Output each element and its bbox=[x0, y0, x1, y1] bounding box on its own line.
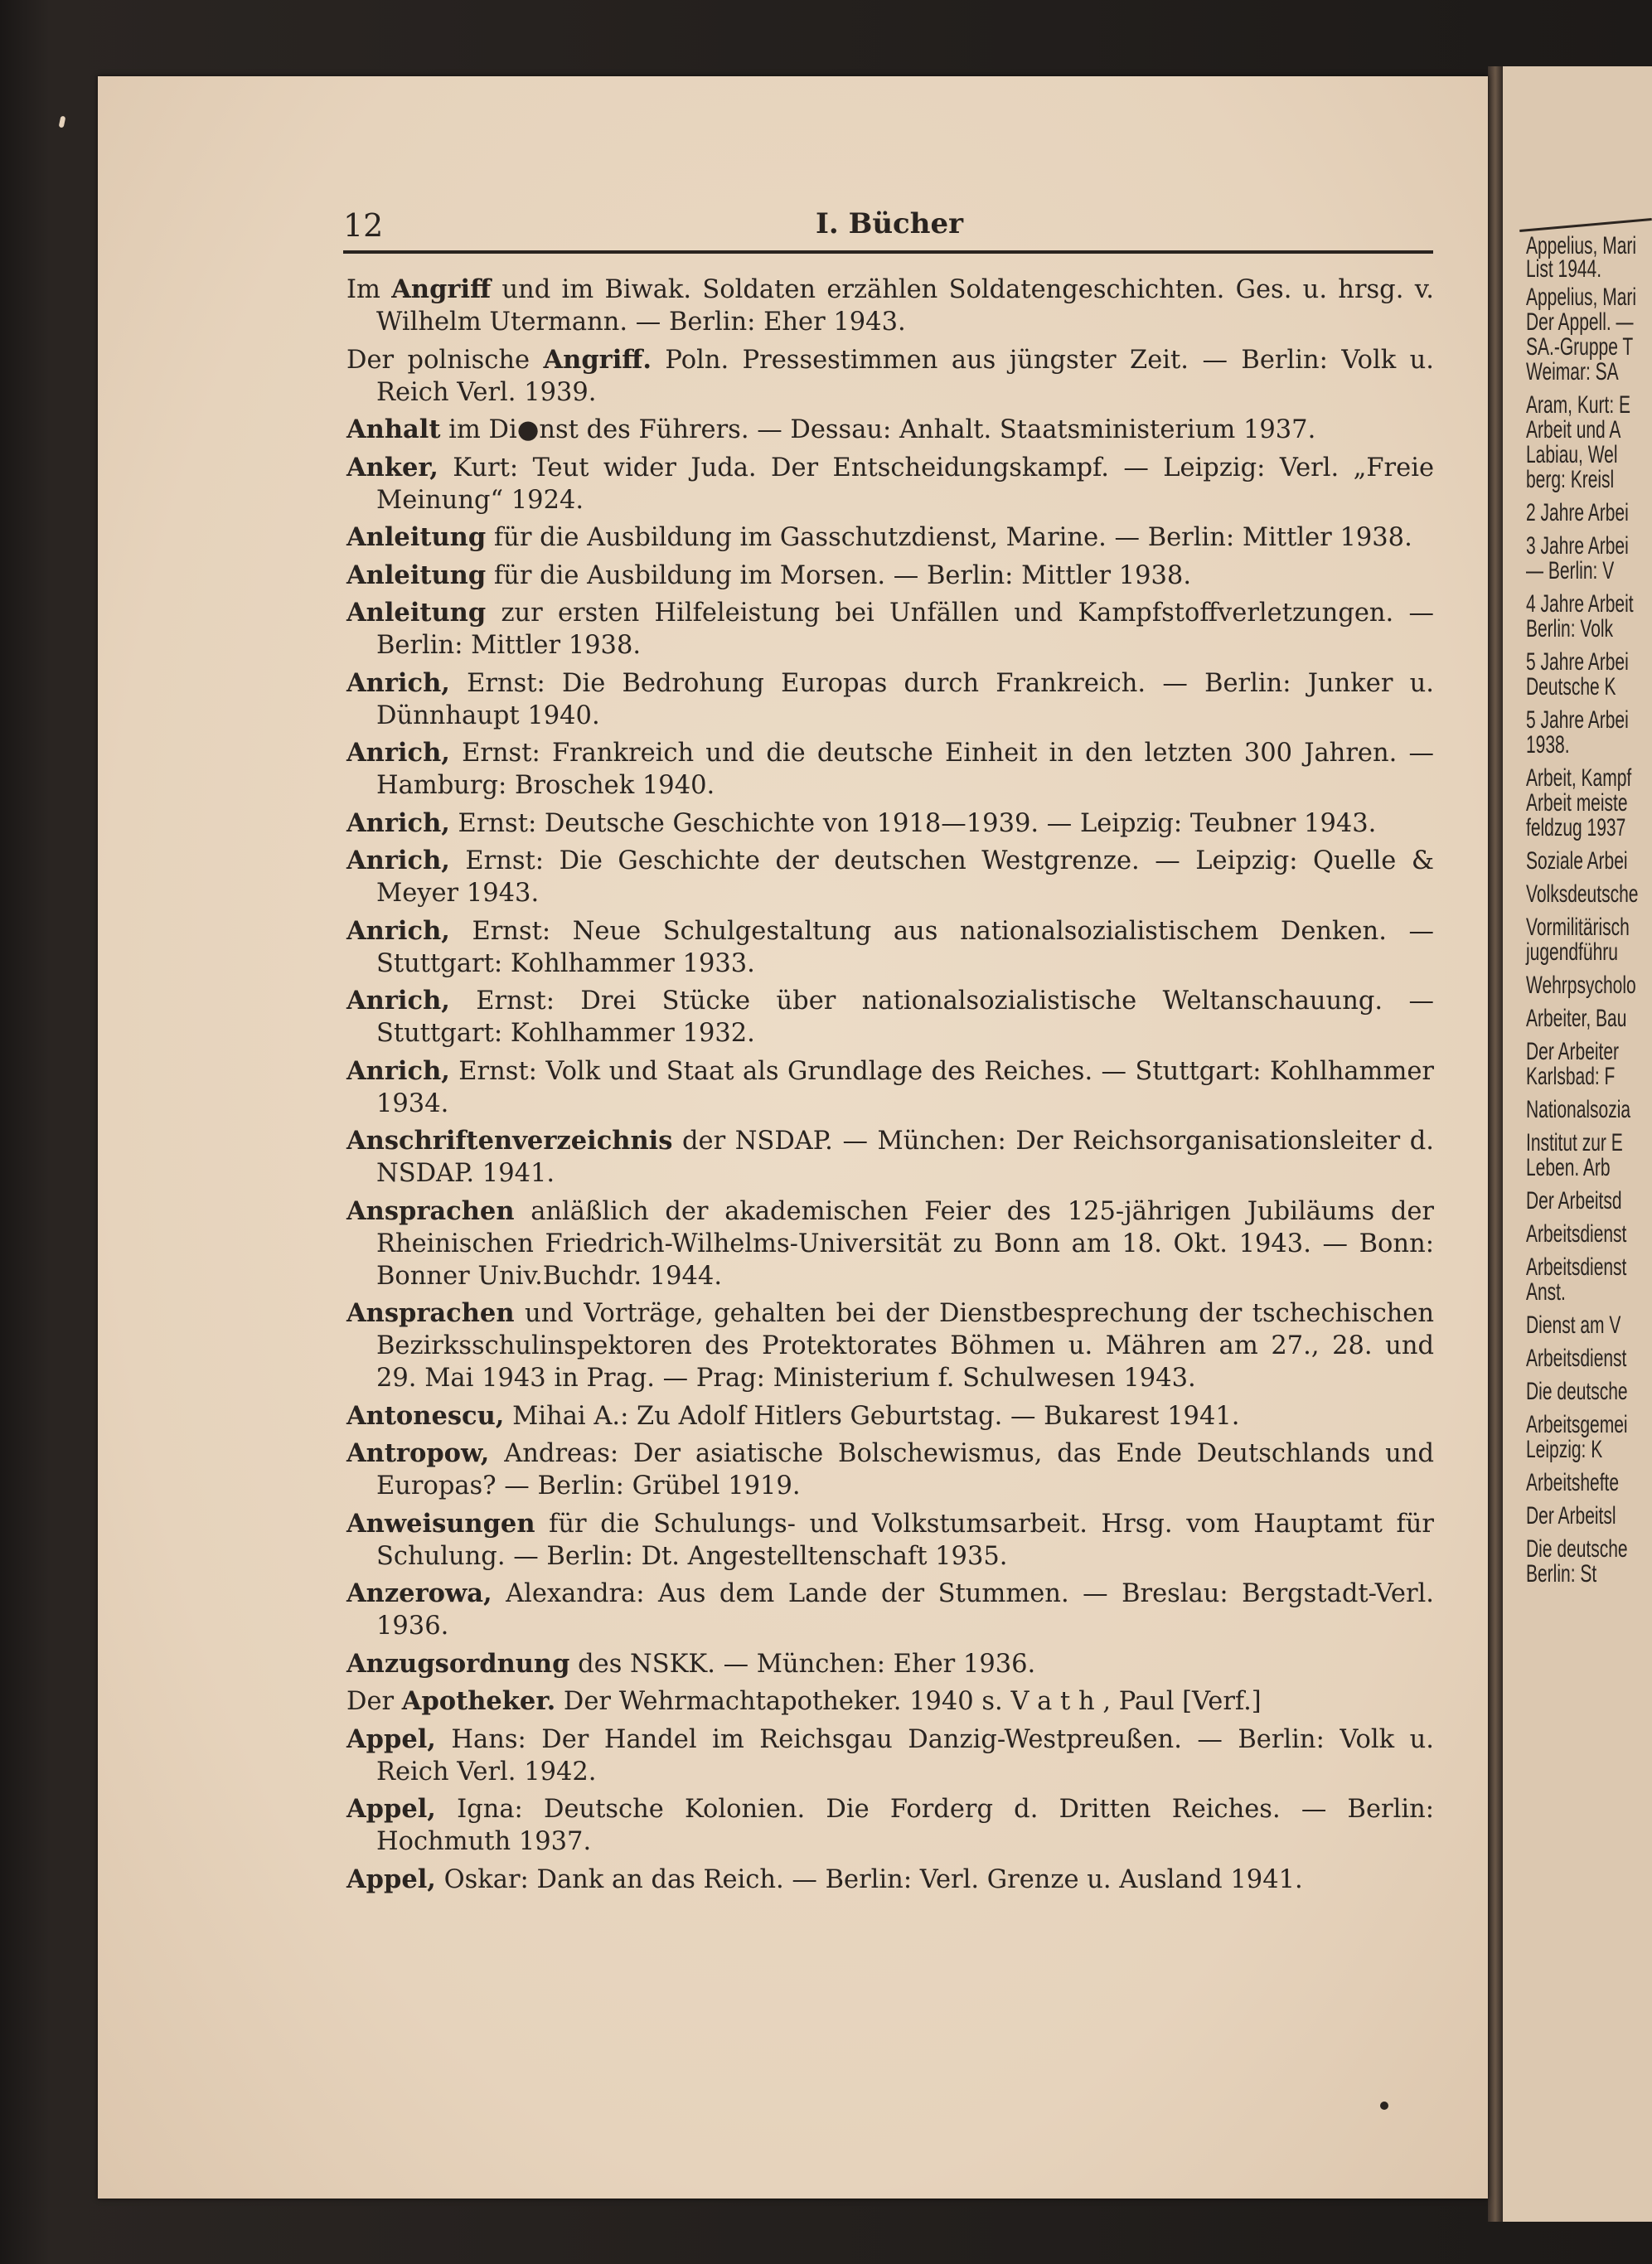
right-page-line: Arbeit, Kampf bbox=[1526, 764, 1632, 792]
right-page-line: Arbeit meiste bbox=[1526, 789, 1628, 817]
bibliography-entry bbox=[346, 274, 1434, 338]
bibliography-entry bbox=[346, 414, 1434, 446]
bibliography-entry bbox=[346, 521, 1434, 554]
entry-keyword: Anrich, bbox=[346, 1055, 450, 1086]
entry-text: Ernst: Neue Schulgestaltung aus nationalsozialistischem Denken. — Stuttgart: Kohlhammer 1933. bbox=[376, 916, 1434, 978]
right-page-line: Wehrpsycholo bbox=[1526, 972, 1636, 999]
entry-keyword: Antonescu, bbox=[346, 1400, 505, 1431]
right-page-line: Nationalsozia bbox=[1526, 1096, 1631, 1123]
entry-text: Mihai A.: Zu Adolf Hitlers Geburtstag. — Bukarest 1941. bbox=[504, 1401, 1240, 1431]
bibliography-entry bbox=[346, 737, 1434, 802]
entry-keyword: Angriff bbox=[391, 274, 492, 304]
entry-keyword: Anrich, bbox=[346, 807, 450, 838]
entry-text: für die Schulungs- und Volkstumsarbeit. Hrsg. vom Hauptamt für Schulung. — Berlin: Dt. Angestelltenschaft 1935. bbox=[376, 1509, 1434, 1571]
entry-text: und Vorträge, gehalten bei der Dienstbesprechung der tschechischen Bezirksschulinspektoren des Protektorates Böhmen u. Mähren am 27., 28. und 29. Mai 1943 in Prag. — Prag: Ministerium f. Schulwesen 1943. bbox=[376, 1299, 1434, 1393]
entry-keyword: Appel, bbox=[346, 1794, 436, 1824]
right-page-line: Vormilitärisch bbox=[1526, 914, 1630, 941]
right-page-line: Soziale Arbei bbox=[1526, 847, 1628, 875]
right-page-line: Anst. bbox=[1526, 1278, 1566, 1306]
right-page-line: 2 Jahre Arbei bbox=[1526, 499, 1629, 526]
bibliography-entry bbox=[346, 452, 1434, 516]
entry-text: Oskar: Dank an das Reich. — Berlin: Verl. Grenze u. Ausland 1941. bbox=[435, 1864, 1303, 1894]
entry-keyword: Anzerowa, bbox=[346, 1578, 492, 1608]
bibliography-entry bbox=[346, 667, 1434, 732]
entry-keyword: Anschriftenverzeichnis bbox=[346, 1126, 673, 1156]
bibliography-entry bbox=[346, 344, 1434, 409]
right-page-line: Leben. Arb bbox=[1526, 1154, 1611, 1181]
entry-keyword: Angriff. bbox=[543, 344, 652, 375]
entry-keyword: Appel, bbox=[346, 1723, 436, 1754]
right-page-line: Arbeitsdienst bbox=[1526, 1345, 1627, 1372]
entry-text: zur ersten Hilfeleistung bei Unfällen und Kampfstoffverletzungen. — Berlin: Mittler 1938. bbox=[376, 599, 1434, 660]
entry-text: Hans: Der Handel im Reichsgau Danzig-Westpreußen. — Berlin: Volk u. Reich Verl. 1942. bbox=[376, 1724, 1434, 1786]
right-page-line: Arbeitsdienst bbox=[1526, 1220, 1627, 1248]
right-page-line: 1938. bbox=[1526, 731, 1570, 759]
entry-keyword: Anrich, bbox=[346, 846, 450, 875]
bibliography-entry bbox=[346, 845, 1434, 909]
entry-keyword: Anrich, bbox=[346, 915, 450, 946]
right-page-line: Dienst am V bbox=[1526, 1311, 1621, 1339]
right-page-line: Die deutsche bbox=[1526, 1535, 1628, 1563]
right-page-line: Appelius, Mari bbox=[1526, 232, 1637, 259]
bibliography-entry bbox=[346, 1125, 1434, 1190]
bibliography-entry bbox=[346, 807, 1434, 840]
right-page-line: Arbeitsgemei bbox=[1526, 1411, 1628, 1438]
bibliography-entry bbox=[346, 1864, 1434, 1896]
book-gutter bbox=[1488, 66, 1503, 2222]
entry-text: Andreas: Der asiatische Bolschewismus, das Ende Deutschlands und Europas? — Berlin: Grübel 1919. bbox=[376, 1439, 1434, 1500]
right-page-line: SA.-Gruppe T bbox=[1526, 333, 1634, 361]
bibliography-entry bbox=[346, 1648, 1434, 1680]
right-page-line: Der Arbeiter bbox=[1526, 1038, 1620, 1065]
entry-text: für die Ausbildung im Gasschutzdienst, Marine. — Berlin: Mittler 1938. bbox=[486, 523, 1412, 552]
page-header bbox=[343, 207, 1433, 257]
entry-keyword: Appel, bbox=[346, 1864, 436, 1894]
entry-text: Ernst: Drei Stücke über nationalsozialistische Weltanschauung. — Stuttgart: Kohlhammer 1932. bbox=[376, 987, 1434, 1048]
entry-keyword: Apotheker. bbox=[401, 1686, 556, 1716]
right-page-line: Labiau, Wel bbox=[1526, 441, 1618, 468]
entry-text: und im Biwak. Soldaten erzählen Soldatengeschichten. Ges. u. hrsg. v. Wilhelm Utermann. — Berlin: Eher 1943. bbox=[376, 275, 1434, 337]
right-page-line: Der Arbeitsd bbox=[1526, 1187, 1622, 1214]
entry-keyword: Anweisungen bbox=[346, 1508, 535, 1539]
entry-text: Ernst: Die Geschichte der deutschen Westgrenze. — Leipzig: Quelle & Meyer 1943. bbox=[376, 846, 1434, 908]
bibliography-entry bbox=[346, 1578, 1434, 1642]
right-page-line: 4 Jahre Arbeit bbox=[1526, 590, 1634, 618]
running-head: I. Bücher bbox=[816, 207, 964, 240]
right-page-rule bbox=[1519, 218, 1652, 232]
right-page-line: Appelius, Mari bbox=[1526, 284, 1637, 311]
bibliography-entry bbox=[346, 597, 1434, 662]
bibliography-list bbox=[346, 274, 1434, 1901]
header-rule bbox=[343, 250, 1433, 254]
entry-keyword: Anrich, bbox=[346, 986, 450, 1016]
right-page-line: Deutsche K bbox=[1526, 673, 1616, 701]
entry-prefix: Im bbox=[346, 275, 392, 304]
right-page-line: berg: Kreisl bbox=[1526, 466, 1615, 493]
bibliography-entry bbox=[346, 1685, 1434, 1718]
entry-keyword: Anker, bbox=[346, 452, 438, 482]
entry-text: für die Ausbildung im Morsen. — Berlin: Mittler 1938. bbox=[486, 560, 1192, 590]
entry-prefix: Der bbox=[346, 1687, 402, 1716]
entry-keyword: Anleitung bbox=[346, 522, 487, 552]
entry-text: des NSKK. — München: Eher 1936. bbox=[569, 1649, 1036, 1679]
right-page-line: Aram, Kurt: E bbox=[1526, 391, 1631, 419]
entry-keyword: Anleitung bbox=[346, 598, 487, 628]
right-page-line: Weimar: SA bbox=[1526, 358, 1619, 385]
bibliography-entry bbox=[346, 1195, 1434, 1292]
ink-dot bbox=[1380, 2102, 1388, 2110]
entry-keyword: Anrich, bbox=[346, 738, 450, 768]
entry-keyword: Antropow, bbox=[346, 1438, 490, 1468]
right-page-line: Arbeiter, Bau bbox=[1526, 1005, 1627, 1032]
right-page-line: jugendführu bbox=[1526, 938, 1618, 966]
right-page-line: — Berlin: V bbox=[1526, 557, 1615, 584]
entry-keyword: Anzugsordnung bbox=[346, 1648, 570, 1679]
entry-text: Poln. Pressestimmen aus jüngster Zeit. — Berlin: Volk u. Reich Verl. 1939. bbox=[376, 345, 1434, 407]
bibliography-entry bbox=[346, 1055, 1434, 1120]
right-page-line: Der Appell. — bbox=[1526, 308, 1634, 336]
right-page-line: Institut zur E bbox=[1526, 1129, 1623, 1156]
bibliography-entry bbox=[346, 1297, 1434, 1394]
right-page-edge bbox=[1503, 66, 1652, 2222]
bibliography-entry bbox=[346, 1793, 1434, 1858]
right-page-line: Leipzig: K bbox=[1526, 1436, 1603, 1463]
entry-keyword: Anrich, bbox=[346, 667, 450, 698]
entry-text: Kurt: Teut wider Juda. Der Entscheidungskampf. — Leipzig: Verl. „Freie Meinung“ 1924. bbox=[376, 453, 1434, 515]
right-page-line: 5 Jahre Arbei bbox=[1526, 648, 1629, 676]
right-page-line: Die deutsche bbox=[1526, 1378, 1628, 1405]
bibliography-entry bbox=[346, 1437, 1434, 1502]
entry-keyword: Anhalt bbox=[346, 415, 441, 444]
entry-text: im Di●nst des Führers. — Dessau: Anhalt. Staatsministerium 1937. bbox=[440, 415, 1316, 444]
entry-text: Ernst: Volk und Staat als Grundlage des Reiches. — Stuttgart: Kohlhammer 1934. bbox=[376, 1056, 1434, 1118]
entry-text: Ernst: Frankreich und die deutsche Einheit in den letzten 300 Jahren. — Hamburg: Broschek 1940. bbox=[376, 739, 1434, 800]
entry-text: Igna: Deutsche Kolonien. Die Forderg d. Dritten Reiches. — Berlin: Hochmuth 1937. bbox=[376, 1795, 1434, 1856]
entry-keyword: Ansprachen bbox=[346, 1195, 515, 1226]
right-page-line: feldzug 1937 bbox=[1526, 814, 1626, 841]
right-page-line: Arbeit und A bbox=[1526, 416, 1621, 444]
bibliography-entry bbox=[346, 915, 1434, 980]
right-page-line: Volksdeutsche bbox=[1526, 880, 1639, 908]
bibliography-entry bbox=[346, 1508, 1434, 1573]
right-page-line: Der Arbeitsl bbox=[1526, 1502, 1616, 1530]
bibliography-entry bbox=[346, 560, 1434, 592]
bibliography-entry bbox=[346, 985, 1434, 1050]
entry-text: Ernst: Deutsche Geschichte von 1918—1939. — Leipzig: Teubner 1943. bbox=[449, 808, 1377, 838]
bibliography-entry bbox=[346, 1723, 1434, 1788]
right-page-line: Arbeitshefte bbox=[1526, 1469, 1620, 1496]
entry-text: Ernst: Die Bedrohung Europas durch Frankreich. — Berlin: Junker u. Dünnhaupt 1940. bbox=[376, 668, 1434, 730]
right-page-line: Arbeitsdienst bbox=[1526, 1253, 1627, 1281]
entry-keyword: Ansprachen bbox=[346, 1298, 515, 1328]
right-page-line: Karlsbad: F bbox=[1526, 1063, 1616, 1090]
entry-text: anläßlich der akademischen Feier des 125-jährigen Jubiläums der Rheinischen Friedrich-Wilhelms-Universität zu Bonn am 18. Okt. 1943. — Bonn: Bonner Univ.Buchdr. 1944. bbox=[376, 1196, 1434, 1291]
page-number: 12 bbox=[343, 207, 384, 244]
entry-prefix: Der polnische bbox=[346, 345, 544, 375]
bibliography-entry bbox=[346, 1400, 1434, 1433]
right-page-line: 5 Jahre Arbei bbox=[1526, 706, 1629, 734]
entry-keyword: Anleitung bbox=[346, 560, 487, 590]
right-page-line: Berlin: Volk bbox=[1526, 615, 1614, 642]
entry-text: Der Wehrmachtapotheker. 1940 s. V a t h , Paul [Verf.] bbox=[555, 1687, 1262, 1716]
entry-text: der NSDAP. — München: Der Reichsorganisationsleiter d. NSDAP. 1941. bbox=[376, 1127, 1434, 1188]
entry-text: Alexandra: Aus dem Lande der Stummen. — Breslau: Bergstadt-Verl. 1936. bbox=[376, 1579, 1434, 1641]
right-page-line: List 1944. bbox=[1526, 255, 1602, 283]
right-page-line: 3 Jahre Arbei bbox=[1526, 532, 1629, 560]
right-page-line: Berlin: St bbox=[1526, 1560, 1597, 1588]
